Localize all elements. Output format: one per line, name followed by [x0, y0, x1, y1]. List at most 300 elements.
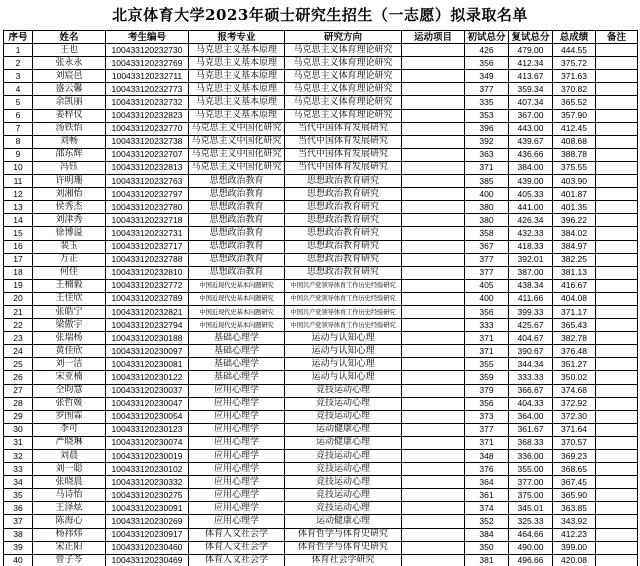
cell-retest-score: 344.34 — [509, 358, 553, 371]
cell-note — [596, 175, 638, 188]
cell-initial-score: 400 — [465, 188, 509, 201]
cell-initial-score: 385 — [465, 175, 509, 188]
cell-sport — [402, 70, 465, 83]
cell-retest-score: 359.34 — [509, 83, 553, 96]
cell-exam-id: 100433120232763 — [106, 175, 189, 188]
table-row — [4, 148, 638, 161]
cell-initial-score: 353 — [465, 109, 509, 122]
cell-name: 张永永 — [33, 57, 106, 70]
table-row — [4, 397, 638, 410]
cell-retest-score: 439.00 — [509, 175, 553, 188]
cell-initial-score: 396 — [465, 122, 509, 135]
cell-total-score: 365.43 — [553, 319, 596, 332]
cell-direction: 竞技运动心理 — [285, 476, 402, 489]
cell-retest-score: 345.01 — [509, 502, 553, 515]
cell-name: 裴玉 — [33, 240, 106, 253]
cell-major: 中国近现代史基本问题研究 — [189, 292, 285, 305]
cell-direction: 竞技运动心理 — [285, 489, 402, 502]
cell-seq: 40 — [4, 554, 33, 566]
cell-sport — [402, 476, 465, 489]
cell-sport — [402, 371, 465, 384]
cell-initial-score: 405 — [465, 279, 509, 292]
cell-exam-id: 100433120230047 — [106, 397, 189, 410]
cell-seq: 20 — [4, 292, 33, 305]
table-row — [4, 214, 638, 227]
cell-exam-id: 100433120232821 — [106, 305, 189, 318]
cell-total-score: 375.72 — [553, 57, 596, 70]
header-major: 报考专业 — [189, 31, 285, 44]
cell-exam-id: 100433120230123 — [106, 423, 189, 436]
cell-name: 张皓宁 — [33, 305, 106, 318]
cell-major: 基础心理学 — [189, 345, 285, 358]
cell-name: 刘一洁 — [33, 358, 106, 371]
cell-major: 应用心理学 — [189, 423, 285, 436]
cell-direction: 当代中国体育发展研究 — [285, 148, 402, 161]
cell-initial-score: 356 — [465, 397, 509, 410]
cell-exam-id: 100433120230091 — [106, 502, 189, 515]
cell-exam-id: 100433120232794 — [106, 319, 189, 332]
cell-note — [596, 70, 638, 83]
cell-sport — [402, 345, 465, 358]
header-direction: 研究方向 — [285, 31, 402, 44]
cell-direction: 思想政治教育研究 — [285, 253, 402, 266]
cell-initial-score: 380 — [465, 201, 509, 214]
cell-exam-id: 100433120232732 — [106, 96, 189, 109]
table-row — [4, 541, 638, 554]
cell-sport — [402, 148, 465, 161]
cell-sport — [402, 528, 465, 541]
cell-sport — [402, 122, 465, 135]
cell-sport — [402, 332, 465, 345]
cell-sport — [402, 109, 465, 122]
cell-retest-score: 368.33 — [509, 436, 553, 449]
cell-total-score: 381.13 — [553, 266, 596, 279]
cell-retest-score: 439.67 — [509, 135, 553, 148]
cell-note — [596, 476, 638, 489]
cell-sport — [402, 541, 465, 554]
cell-initial-score: 335 — [465, 96, 509, 109]
cell-direction: 思想政治教育研究 — [285, 214, 402, 227]
cell-direction: 竞技运动心理 — [285, 502, 402, 515]
cell-major: 中国近现代史基本问题研究 — [189, 305, 285, 318]
cell-name: 张哲媛 — [33, 397, 106, 410]
cell-sport — [402, 463, 465, 476]
cell-name: 冯钰 — [33, 161, 106, 174]
cell-initial-score: 377 — [465, 253, 509, 266]
cell-seq: 18 — [4, 266, 33, 279]
cell-exam-id: 100433120232788 — [106, 253, 189, 266]
cell-initial-score: 426 — [465, 44, 509, 57]
cell-major: 马克思主义基本原理 — [189, 83, 285, 96]
cell-retest-score: 384.00 — [509, 161, 553, 174]
cell-note — [596, 371, 638, 384]
cell-direction: 马克思主义体育理论研究 — [285, 83, 402, 96]
cell-retest-score: 426.34 — [509, 214, 553, 227]
cell-exam-id: 100433120230097 — [106, 345, 189, 358]
cell-seq: 35 — [4, 489, 33, 502]
cell-seq: 13 — [4, 201, 33, 214]
cell-retest-score: 333.33 — [509, 371, 553, 384]
cell-initial-score: 400 — [465, 292, 509, 305]
table-row — [4, 305, 638, 318]
cell-direction: 马克思主义体育理论研究 — [285, 96, 402, 109]
cell-name: 邵东辉 — [33, 148, 106, 161]
cell-total-score: 370.82 — [553, 83, 596, 96]
cell-total-score: 382.25 — [553, 253, 596, 266]
cell-note — [596, 148, 638, 161]
cell-retest-score: 355.00 — [509, 463, 553, 476]
cell-major: 思想政治教育 — [189, 266, 285, 279]
cell-exam-id: 100433120230917 — [106, 528, 189, 541]
cell-name: 曾子芩 — [33, 554, 106, 566]
cell-major: 马克思主义基本原理 — [189, 70, 285, 83]
cell-total-score: 372.92 — [553, 397, 596, 410]
cell-note — [596, 305, 638, 318]
cell-direction: 运动与认知心理 — [285, 332, 402, 345]
cell-initial-score: 352 — [465, 515, 509, 528]
cell-seq: 32 — [4, 450, 33, 463]
header-note: 备注 — [596, 31, 638, 44]
cell-note — [596, 436, 638, 449]
header-id: 考生编号 — [106, 31, 189, 44]
cell-initial-score: 333 — [465, 319, 509, 332]
cell-exam-id: 100433120230460 — [106, 541, 189, 554]
cell-total-score: 357.90 — [553, 109, 596, 122]
cell-exam-id: 100433120230102 — [106, 463, 189, 476]
cell-name: 盛云馨 — [33, 83, 106, 96]
table-row — [4, 279, 638, 292]
cell-note — [596, 319, 638, 332]
table-row — [4, 345, 638, 358]
cell-total-score: 375.55 — [553, 161, 596, 174]
cell-note — [596, 515, 638, 528]
cell-total-score: 365.52 — [553, 96, 596, 109]
cell-exam-id: 100433120230269 — [106, 515, 189, 528]
cell-retest-score: 375.00 — [509, 489, 553, 502]
cell-name: 姜梓仪 — [33, 109, 106, 122]
cell-note — [596, 240, 638, 253]
cell-name: 李可 — [33, 423, 106, 436]
cell-exam-id: 100433120232738 — [106, 135, 189, 148]
cell-name: 余凯丽 — [33, 96, 106, 109]
cell-note — [596, 44, 638, 57]
cell-retest-score: 441.00 — [509, 201, 553, 214]
cell-retest-score: 443.00 — [509, 122, 553, 135]
cell-retest-score: 404.33 — [509, 397, 553, 410]
cell-name: 刘晨 — [33, 450, 106, 463]
cell-retest-score: 464.66 — [509, 528, 553, 541]
cell-major: 体育人文社会学 — [189, 541, 285, 554]
cell-retest-score: 411.66 — [509, 292, 553, 305]
cell-note — [596, 161, 638, 174]
cell-total-score: 368.65 — [553, 463, 596, 476]
cell-exam-id: 100433120232718 — [106, 214, 189, 227]
cell-total-score: 351.27 — [553, 358, 596, 371]
cell-initial-score: 371 — [465, 345, 509, 358]
cell-note — [596, 279, 638, 292]
cell-direction: 当代中国体育发展研究 — [285, 122, 402, 135]
cell-direction: 中国共产党领导体育工作历史经验研究 — [285, 305, 402, 318]
cell-name: 许明珊 — [33, 175, 106, 188]
cell-total-score: 371.17 — [553, 305, 596, 318]
cell-direction: 思想政治教育研究 — [285, 201, 402, 214]
cell-retest-score: 387.00 — [509, 266, 553, 279]
cell-major: 应用心理学 — [189, 410, 285, 423]
cell-sport — [402, 279, 465, 292]
cell-retest-score: 361.67 — [509, 423, 553, 436]
cell-total-score: 396.22 — [553, 214, 596, 227]
cell-direction: 竞技运动心理 — [285, 384, 402, 397]
cell-sport — [402, 515, 465, 528]
cell-seq: 31 — [4, 436, 33, 449]
cell-name: 刘宸邑 — [33, 70, 106, 83]
cell-total-score: 367.45 — [553, 476, 596, 489]
cell-exam-id: 100433120230019 — [106, 450, 189, 463]
table-row — [4, 175, 638, 188]
cell-name: 王泽炫 — [33, 502, 106, 515]
cell-initial-score: 364 — [465, 476, 509, 489]
table-row — [4, 83, 638, 96]
header-total-score: 总成绩 — [553, 31, 596, 44]
cell-seq: 36 — [4, 502, 33, 515]
cell-name: 陈海心 — [33, 515, 106, 528]
cell-seq: 15 — [4, 227, 33, 240]
cell-initial-score: 363 — [465, 148, 509, 161]
header-retest-score: 复试总分 — [509, 31, 553, 44]
cell-name: 严晓琳 — [33, 436, 106, 449]
table-row — [4, 135, 638, 148]
cell-direction: 体育社会学研究 — [285, 554, 402, 566]
cell-sport — [402, 135, 465, 148]
cell-seq: 26 — [4, 371, 33, 384]
cell-major: 体育人文社会学 — [189, 554, 285, 566]
cell-total-score: 350.02 — [553, 371, 596, 384]
cell-seq: 7 — [4, 122, 33, 135]
cell-major: 马克思主义基本原理 — [189, 109, 285, 122]
table-row — [4, 554, 638, 566]
cell-seq: 24 — [4, 345, 33, 358]
cell-sport — [402, 450, 465, 463]
cell-direction: 当代中国体育发展研究 — [285, 135, 402, 148]
cell-retest-score: 364.00 — [509, 410, 553, 423]
cell-seq: 12 — [4, 188, 33, 201]
header-initial-score: 初试总分 — [465, 31, 509, 44]
cell-direction: 运动与认知心理 — [285, 371, 402, 384]
cell-note — [596, 397, 638, 410]
cell-initial-score: 392 — [465, 135, 509, 148]
cell-total-score: 370.57 — [553, 436, 596, 449]
cell-seq: 22 — [4, 319, 33, 332]
cell-retest-score: 425.67 — [509, 319, 553, 332]
cell-total-score: 365.90 — [553, 489, 596, 502]
cell-note — [596, 292, 638, 305]
table-row — [4, 44, 638, 57]
cell-retest-score: 479.00 — [509, 44, 553, 57]
cell-major: 思想政治教育 — [189, 188, 285, 201]
table-row — [4, 227, 638, 240]
cell-major: 基础心理学 — [189, 332, 285, 345]
table-row — [4, 70, 638, 83]
cell-initial-score: 371 — [465, 161, 509, 174]
cell-major: 马克思主义中国化研究 — [189, 161, 285, 174]
cell-exam-id: 100433120232772 — [106, 279, 189, 292]
cell-direction: 竞技运动心理 — [285, 397, 402, 410]
cell-name: 汤铁怡 — [33, 122, 106, 135]
cell-sport — [402, 292, 465, 305]
cell-seq: 39 — [4, 541, 33, 554]
cell-initial-score: 380 — [465, 214, 509, 227]
cell-sport — [402, 305, 465, 318]
cell-exam-id: 100433120230332 — [106, 476, 189, 489]
cell-name: 侯秀杰 — [33, 201, 106, 214]
table-row — [4, 161, 638, 174]
cell-note — [596, 489, 638, 502]
cell-retest-score: 496.66 — [509, 554, 553, 566]
cell-direction: 竞技运动心理 — [285, 450, 402, 463]
cell-direction: 思想政治教育研究 — [285, 240, 402, 253]
table-row — [4, 188, 638, 201]
cell-exam-id: 100433120230037 — [106, 384, 189, 397]
cell-sport — [402, 358, 465, 371]
table-row — [4, 122, 638, 135]
cell-retest-score: 377.00 — [509, 476, 553, 489]
table-row — [4, 515, 638, 528]
header-row — [4, 31, 638, 44]
cell-major: 马克思主义基本原理 — [189, 44, 285, 57]
cell-name: 何佳 — [33, 266, 106, 279]
cell-sport — [402, 502, 465, 515]
cell-sport — [402, 489, 465, 502]
table-row — [4, 371, 638, 384]
cell-note — [596, 109, 638, 122]
cell-exam-id: 100433120230275 — [106, 489, 189, 502]
cell-retest-score: 418.33 — [509, 240, 553, 253]
cell-note — [596, 227, 638, 240]
cell-initial-score: 381 — [465, 554, 509, 566]
cell-note — [596, 384, 638, 397]
cell-direction: 马克思主义体育理论研究 — [285, 70, 402, 83]
cell-name: 王也 — [33, 44, 106, 57]
cell-major: 应用心理学 — [189, 436, 285, 449]
cell-note — [596, 410, 638, 423]
cell-major: 应用心理学 — [189, 463, 285, 476]
cell-major: 应用心理学 — [189, 489, 285, 502]
cell-exam-id: 100433120230469 — [106, 554, 189, 566]
cell-initial-score: 374 — [465, 502, 509, 515]
cell-retest-score: 367.00 — [509, 109, 553, 122]
cell-retest-score: 392.01 — [509, 253, 553, 266]
cell-seq: 38 — [4, 528, 33, 541]
cell-seq: 21 — [4, 305, 33, 318]
cell-note — [596, 57, 638, 70]
cell-retest-score: 432.33 — [509, 227, 553, 240]
cell-name: 徐博溢 — [33, 227, 106, 240]
cell-seq: 23 — [4, 332, 33, 345]
table-row — [4, 528, 638, 541]
cell-direction: 当代中国体育发展研究 — [285, 161, 402, 174]
cell-sport — [402, 201, 465, 214]
cell-total-score: 372.30 — [553, 410, 596, 423]
header-name: 姓名 — [33, 31, 106, 44]
cell-direction: 运动健康心理 — [285, 515, 402, 528]
table-row — [4, 292, 638, 305]
cell-note — [596, 502, 638, 515]
cell-sport — [402, 253, 465, 266]
table-row — [4, 253, 638, 266]
cell-exam-id: 100433120232773 — [106, 83, 189, 96]
cell-major: 基础心理学 — [189, 371, 285, 384]
cell-major: 思想政治教育 — [189, 175, 285, 188]
cell-note — [596, 96, 638, 109]
table-row — [4, 332, 638, 345]
table-row — [4, 358, 638, 371]
cell-sport — [402, 240, 465, 253]
cell-initial-score: 358 — [465, 227, 509, 240]
cell-total-score: 384.97 — [553, 240, 596, 253]
cell-seq: 19 — [4, 279, 33, 292]
cell-direction: 思想政治教育研究 — [285, 188, 402, 201]
cell-major: 应用心理学 — [189, 384, 285, 397]
cell-retest-score: 399.33 — [509, 305, 553, 318]
cell-retest-score: 336.00 — [509, 450, 553, 463]
cell-seq: 27 — [4, 384, 33, 397]
cell-retest-score: 490.00 — [509, 541, 553, 554]
cell-direction: 运动健康心理 — [285, 436, 402, 449]
cell-exam-id: 100433120232707 — [106, 148, 189, 161]
cell-total-score: 382.78 — [553, 332, 596, 345]
cell-direction: 中国共产党领导体育工作历史经验研究 — [285, 292, 402, 305]
table-row — [4, 502, 638, 515]
cell-total-score: 401.35 — [553, 201, 596, 214]
cell-seq: 14 — [4, 214, 33, 227]
cell-direction: 思想政治教育研究 — [285, 227, 402, 240]
cell-seq: 25 — [4, 358, 33, 371]
cell-retest-score: 366.67 — [509, 384, 553, 397]
cell-exam-id: 100433120232711 — [106, 70, 189, 83]
table-row — [4, 109, 638, 122]
table-row — [4, 450, 638, 463]
header-seq: 序号 — [4, 31, 33, 44]
cell-seq: 16 — [4, 240, 33, 253]
cell-major: 马克思主义基本原理 — [189, 96, 285, 109]
cell-note — [596, 122, 638, 135]
cell-direction: 中国共产党领导体育工作历史经验研究 — [285, 279, 402, 292]
cell-major: 马克思主义中国化研究 — [189, 148, 285, 161]
cell-sport — [402, 384, 465, 397]
cell-direction: 马克思主义体育理论研究 — [285, 44, 402, 57]
cell-seq: 29 — [4, 410, 33, 423]
cell-name: 刘一聪 — [33, 463, 106, 476]
cell-initial-score: 377 — [465, 266, 509, 279]
cell-name: 刘湘怡 — [33, 188, 106, 201]
cell-note — [596, 201, 638, 214]
cell-seq: 30 — [4, 423, 33, 436]
cell-direction: 思想政治教育研究 — [285, 266, 402, 279]
cell-total-score: 444.55 — [553, 44, 596, 57]
cell-seq: 6 — [4, 109, 33, 122]
cell-seq: 5 — [4, 96, 33, 109]
cell-total-score: 399.00 — [553, 541, 596, 554]
cell-exam-id: 100433120232730 — [106, 44, 189, 57]
cell-seq: 37 — [4, 515, 33, 528]
cell-sport — [402, 410, 465, 423]
cell-exam-id: 100433120232770 — [106, 122, 189, 135]
table-row — [4, 410, 638, 423]
cell-sport — [402, 266, 465, 279]
cell-initial-score: 356 — [465, 305, 509, 318]
cell-direction: 中国共产党领导体育工作历史经验研究 — [285, 319, 402, 332]
cell-sport — [402, 423, 465, 436]
